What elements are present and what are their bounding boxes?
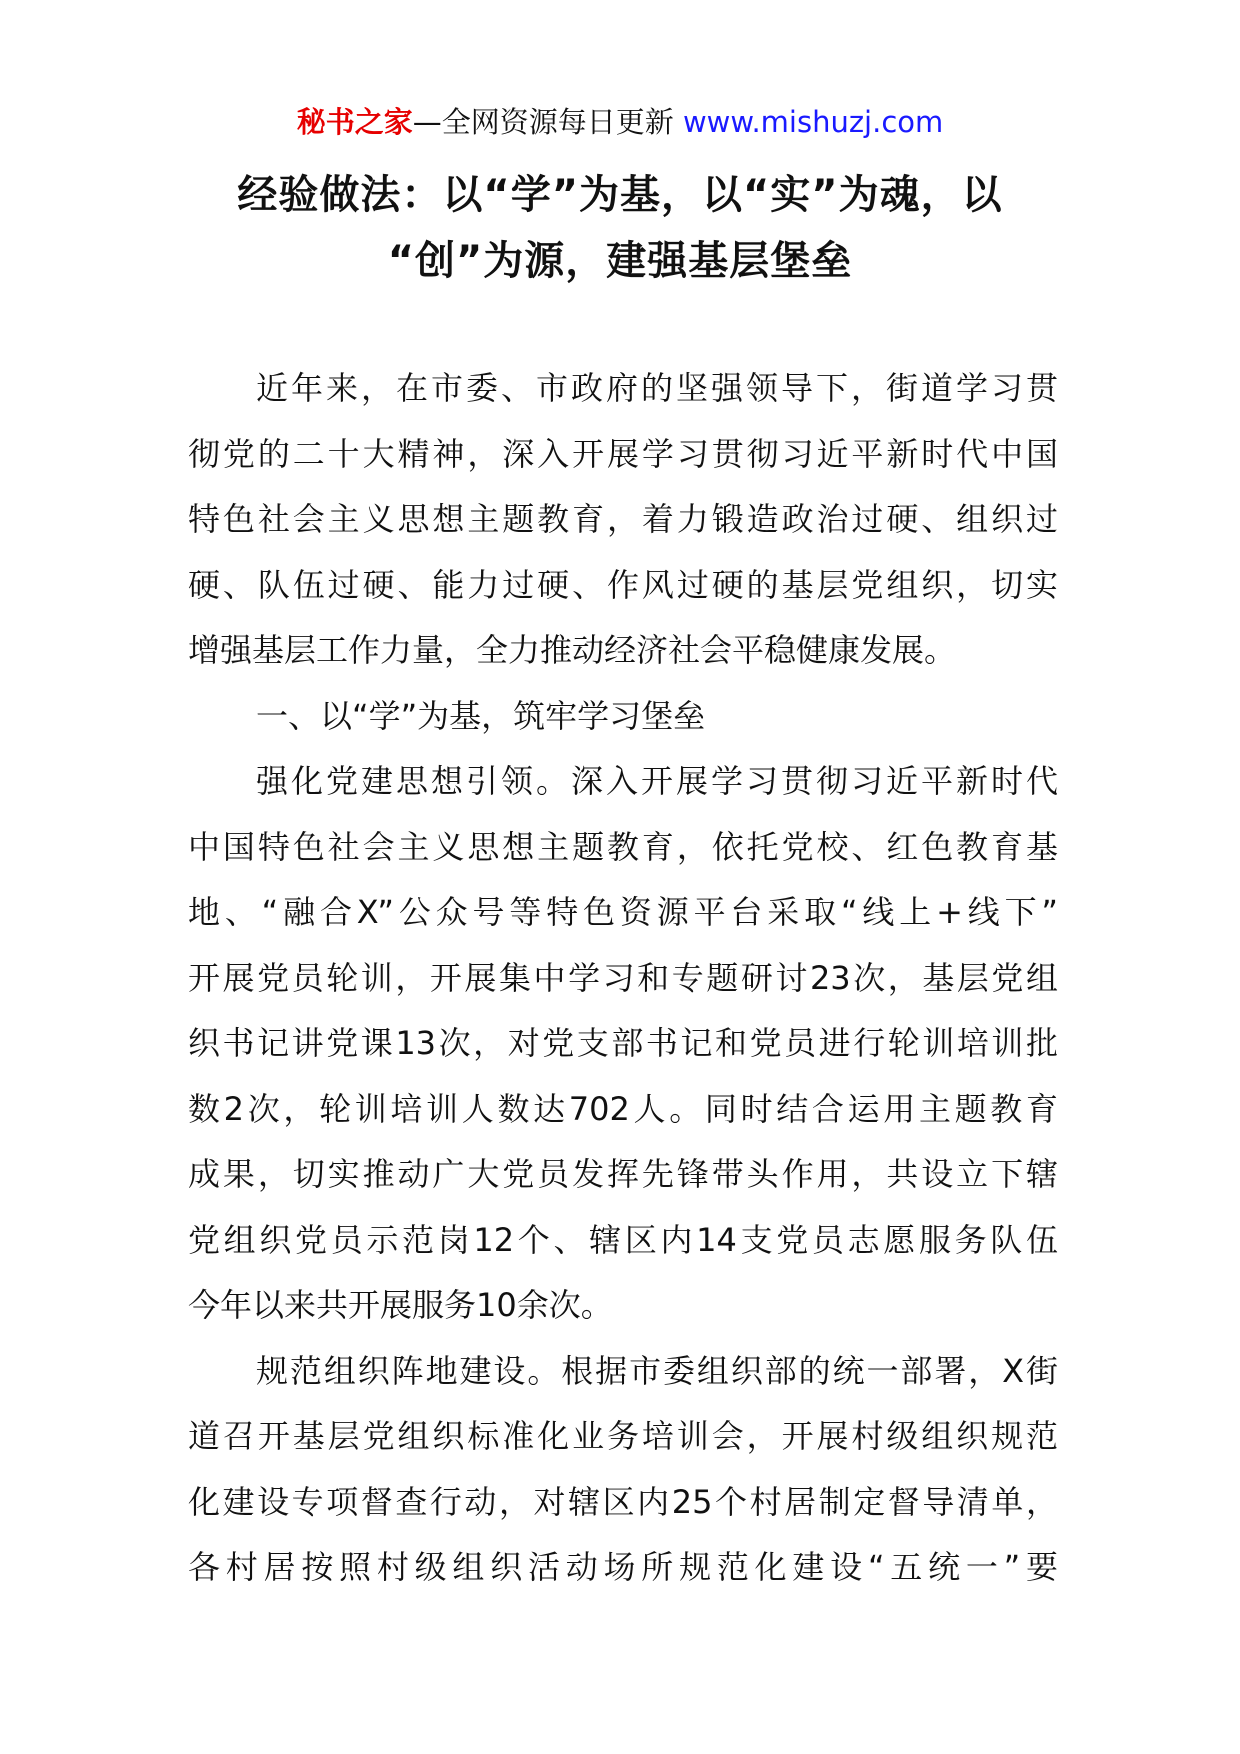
text-line: 硬、队伍过硬、能力过硬、作风过硬的基层党组织，切实 bbox=[188, 565, 1058, 604]
title-line-2: “创”为源，建强基层堡垒 bbox=[387, 238, 853, 284]
text-line: 中国特色社会主义思想主题教育，依托党校、红色教育基 bbox=[188, 827, 1058, 866]
site-url-link[interactable]: www.mishuzj.com bbox=[682, 105, 944, 139]
text-line: 织书记讲党课13次，对党支部书记和党员进行轮训培训批 bbox=[188, 1024, 1058, 1062]
text-line: 道召开基层党组织标准化业务培训会，开展村级组织规范 bbox=[188, 1417, 1058, 1455]
text-line: 数2次，轮训培训人数达702人。同时结合运用主题教育 bbox=[188, 1089, 1058, 1128]
title-line-1: 经验做法：以“学”为基，以“实”为魂，以 bbox=[237, 172, 1003, 218]
site-header bbox=[0, 102, 1240, 142]
text-line: 今年以来共开展服务10余次。 bbox=[188, 1286, 613, 1324]
text-line: 开展党员轮训，开展集中学习和专题研讨23次，基层党组 bbox=[188, 958, 1058, 997]
text-line: 彻党的二十大精神，深入开展学习贯彻习近平新时代中国 bbox=[188, 434, 1058, 473]
document-body bbox=[188, 356, 1058, 1601]
document-title bbox=[160, 162, 1080, 294]
text-line: 成果，切实推动广大党员发挥先锋带头作用，共设立下辖 bbox=[188, 1155, 1058, 1193]
section-paragraph bbox=[188, 1339, 1058, 1601]
text-line: 特色社会主义思想主题教育，着力锻造政治过硬、组织过 bbox=[188, 500, 1058, 538]
text-line: 增强基层工作力量，全力推动经济社会平稳健康发展。 bbox=[188, 631, 957, 669]
text-line: 各村居按照村级组织活动场所规范化建设“五统一”要 bbox=[188, 1548, 1058, 1586]
text-line: 近年来，在市委、市政府的坚强领导下，街道学习贯 bbox=[256, 369, 1058, 407]
section-paragraph bbox=[188, 749, 1058, 1339]
text-line: 化建设专项督查行动，对辖区内25个村居制定督导清单， bbox=[188, 1482, 1058, 1521]
text-line: 规范组织阵地建设。根据市委组织部的统一部署，X街 bbox=[256, 1351, 1058, 1390]
brand-name: 秘书之家 bbox=[296, 105, 413, 139]
section-heading: 一、以“学”为基，筑牢学习堡垒 bbox=[256, 696, 706, 735]
text-line: 地、“融合X”公众号等特色资源平台采取“线上+线下” bbox=[188, 893, 1058, 931]
text-line: 强化党建思想引领。深入开展学习贯彻习近平新时代 bbox=[256, 762, 1058, 800]
text-line: 党组织党员示范岗12个、辖区内14支党员志愿服务队伍 bbox=[188, 1220, 1058, 1259]
intro-paragraph bbox=[188, 356, 1058, 684]
header-tagline: —全网资源每日更新 bbox=[412, 105, 674, 139]
